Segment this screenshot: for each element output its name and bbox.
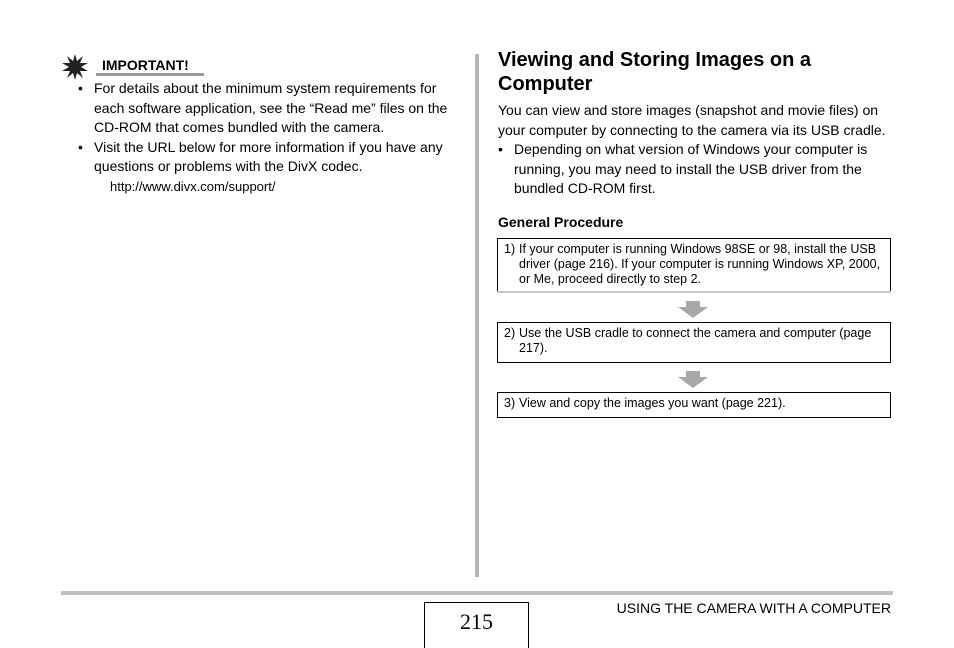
important-list: [78, 79, 458, 177]
step-1-bottom-edge: [497, 291, 891, 293]
list-item: • Depending on what version of Windows your computer is running, you may need to install the USB driver from the bundled CD-ROM first.: [498, 140, 888, 199]
important-label: IMPORTANT!: [102, 57, 189, 73]
step-3-box: [497, 392, 891, 418]
step-text: If your computer is running Windows 98SE or 98, install the USB driver (page 216). If your computer is running Windows XP, 2000, or Me, proceed directly to step 2.: [519, 242, 881, 286]
intro-paragraph: You can view and store images (snapshot and movie files) on your computer by connecting to the camera via its USB cradle.: [498, 102, 886, 138]
procedure-heading: General Procedure: [498, 214, 624, 230]
step-number: 3): [504, 396, 516, 410]
step-text: View and copy the images you want (page 221).: [519, 396, 786, 410]
step-1-box: [497, 238, 891, 293]
column-divider: [475, 54, 479, 577]
list-item: • For details about the minimum system requirements for each software application, see the “Read me” files on the CD-ROM that comes bundled with the camera.: [78, 79, 458, 138]
down-arrow-icon: [678, 301, 708, 318]
section-title: Viewing and Storing Images on a Computer: [498, 49, 812, 95]
step-number: 2): [504, 326, 516, 340]
step-number: 1): [504, 242, 516, 256]
down-arrow-icon: [678, 371, 708, 388]
step-2-box: [497, 322, 891, 363]
list-item: • Visit the URL below for more information if you have any questions or problems with the DivX codec.: [78, 138, 458, 177]
step-text: Use the USB cradle to connect the camera and computer (page 217).: [519, 326, 872, 355]
note-list: [498, 140, 888, 199]
footer-rule: [61, 591, 893, 595]
divx-support-url[interactable]: http://www.divx.com/support/: [110, 179, 276, 194]
important-underline: [96, 73, 204, 76]
chapter-label: USING THE CAMERA WITH A COMPUTER: [616, 600, 891, 616]
page-number: 215: [424, 602, 529, 648]
starburst-icon: [62, 54, 88, 80]
